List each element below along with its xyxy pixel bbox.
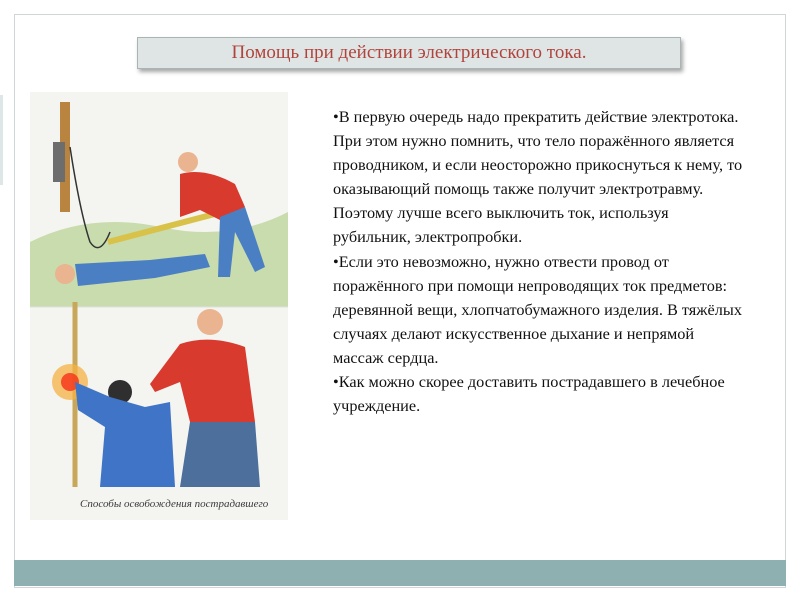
left-edge-tab: [0, 95, 3, 185]
victim-head: [55, 264, 75, 284]
first-aid-illustration: [30, 92, 288, 520]
instruction-paragraph-3: •Как можно скорее доставить пострадавшего в лечебное учреждение.: [333, 372, 725, 416]
instructions-text: [333, 105, 748, 418]
slide-title-text: Помощь при действии электрического тока.: [231, 42, 587, 63]
rescuer2-head: [197, 309, 223, 335]
illustration-caption: Способы освобождения пострадавшего: [80, 498, 269, 510]
bottom-band: [14, 560, 786, 586]
rescuer2-pants: [180, 422, 260, 487]
slide-title: [137, 37, 681, 69]
rescuer-head: [178, 152, 198, 172]
instruction-paragraph-2: •Если это невозможно, нужно отвести провод от поражённого при помощи непроводящих ток предметов: деревянной вещи, хлопчатобумажного изделия. В тяжёлых случаях делают искусственное дыхание и непрямой массаж сердца.: [333, 251, 742, 367]
instruction-paragraph-1: •В первую очередь надо прекратить действие электротока. При этом нужно помнить, что тело поражённого является проводником, и если неосторожно прикоснуться к нему, то оказывающий помощь также получит электротравму. Поэтому лучше всего выключить ток, используя рубильник, электропробки.: [333, 107, 743, 247]
